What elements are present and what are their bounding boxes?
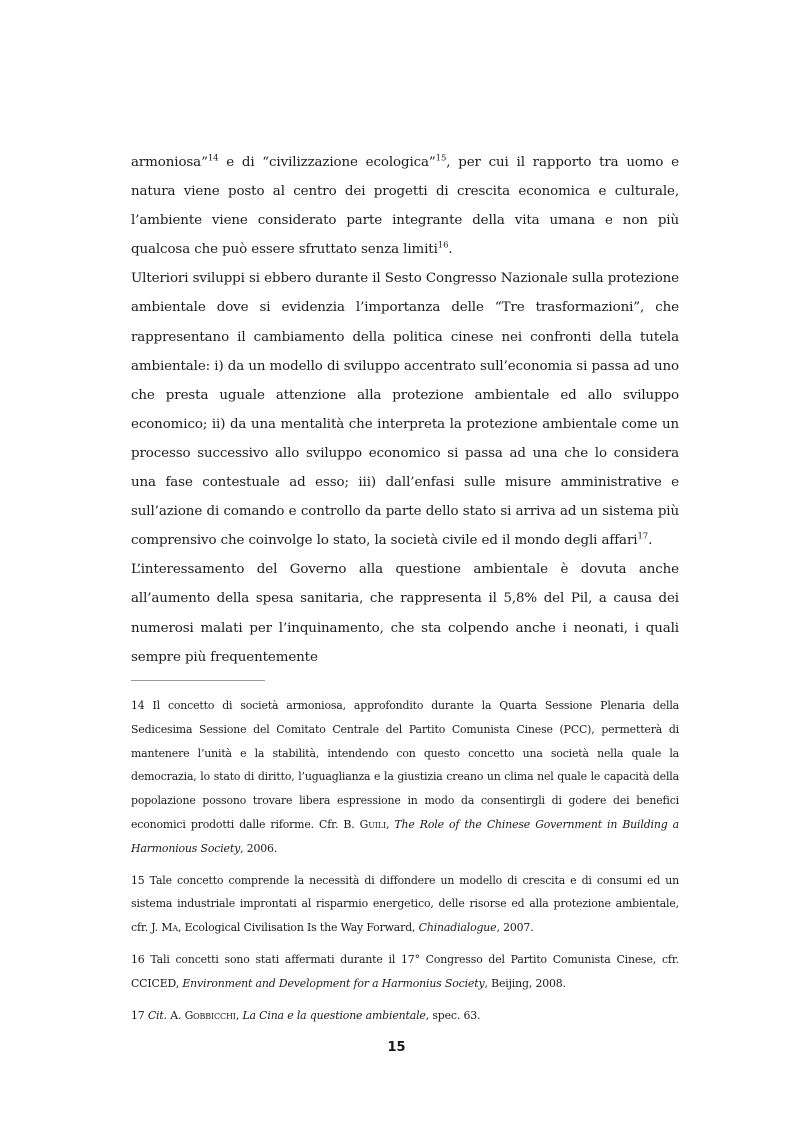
page-number: 15 [387,1040,406,1055]
footnote-title: The Role of the Chinese Government in Building a Harmonious Society [131,817,679,855]
footnote-16 [131,948,679,996]
footnote-author: Gobbicchi [184,1008,236,1022]
text-run: . [648,533,653,549]
text-run: , spec. 63. [425,1008,481,1022]
footnote-ref-17[interactable]: 17 [637,531,649,542]
footnote-cit: Cit. [147,1008,167,1022]
footnote-journal: Chinadialogue [418,921,497,935]
text-run: e di “civilizzazione ecologica” [218,155,436,170]
footnote-15 [131,869,679,940]
footnote-ref-15[interactable]: 15 [435,153,447,164]
footnote-author: Guili [359,817,386,831]
text-run: Ulteriori sviluppi si ebbero durante il Sesto Congresso Nazionale sulla protezione ambientale dove si evidenzia l’importanza delle “Tre trasformazioni”, che rappresentano il cambiamento della politica cinese nei confronti della tutela ambientale: i) da un modello di sviluppo accentrato sull’economia si passa ad uno che presta uguale attenzione alla protezione ambientale ed allo sviluppo economico; ii) da una mentalità che interpreta la protezione ambientale come un processo successivo allo sviluppo economico si passa ad una che lo considera una fase contestuale ad esso; iii) dall’enfasi sulle misure amministrative e sull’azione di comando e controllo da parte dello stato si arriva ad un sistema più comprensivo che coinvolge lo stato, la società civile ed il mondo degli affari [131,271,679,549]
text-run: , Beijing, 2008. [484,976,566,990]
footnote-ref-14[interactable]: 14 [207,153,219,164]
text-run: . [448,242,453,258]
footnote-17 [131,1004,679,1028]
footnote-title: La Cina e la questione ambientale [242,1008,426,1022]
text-run: , 2007. [496,921,534,935]
paragraph-1 [131,148,679,264]
footnote-number: 17 [131,1008,145,1022]
footnote-ref-16[interactable]: 16 [437,240,449,251]
footnote-14 [131,694,679,861]
footnote-author: Ma [161,921,178,935]
footnote-number: 16 [131,952,145,966]
text-run: A. [166,1008,185,1022]
text-run: , [385,817,395,831]
text-run: , per cui il rapporto tra uomo e natura viene posto al centro dei progetti di crescita economica e culturale, l’ambiente viene considerato parte integrante della vita umana e non più qualcosa che può essere sfruttato senza limiti [131,155,679,258]
text-run: armoniosa” [131,155,208,170]
text-run: , Ecological Civilisation Is the Way Forward, [177,921,419,935]
text-run: , [235,1008,243,1022]
footnote-text: Tali concetti sono stati affermati durante il 17° Congresso del Partito Comunista Cinese, cfr. CCICED, [131,952,679,990]
footnote-separator [131,680,265,681]
text-run: , 2006. [240,841,278,855]
footnote-number: 15 [131,873,145,887]
footnotes [131,694,679,1035]
footnote-text: Tale concetto comprende la necessità di diffondere un modello di crescita e di consumi ed un sistema industriale improntati al risparmio energetico, delle risorse ed alla protezione ambientale, cfr. J. [131,873,679,935]
paragraph-2 [131,264,679,555]
footnote-text: Il concetto di società armoniosa, approfondito durante la Quarta Sessione Plenaria della Sedicesima Sessione del Comitato Centrale del Partito Comunista Cinese (PCC), permetterà di mantenere l’unità e la stabilità, intendendo con questo concetto una società nella quale la democrazia, lo stato di diritto, l’uguaglianza e la giustizia creano un clima nel quale le capacità della popolazione possono trovare libera espressione in modo da consentirgli di godere dei benefici economici prodotti dalle riforme. Cfr. B. [131,699,679,831]
footnote-number: 14 [131,699,145,712]
footnote-title: Environment and Development for a Harmonius Society [182,976,485,990]
paragraph-3: L’interessamento del Governo alla questione ambientale è dovuta anche all’aumento della spesa sanitaria, che rappresenta il 5,8% del Pil, a causa dei numerosi malati per l’inquinamento, che sta colpendo anche i neonati, i quali sempre più frequentemente [131,562,679,665]
body-text [131,148,679,672]
